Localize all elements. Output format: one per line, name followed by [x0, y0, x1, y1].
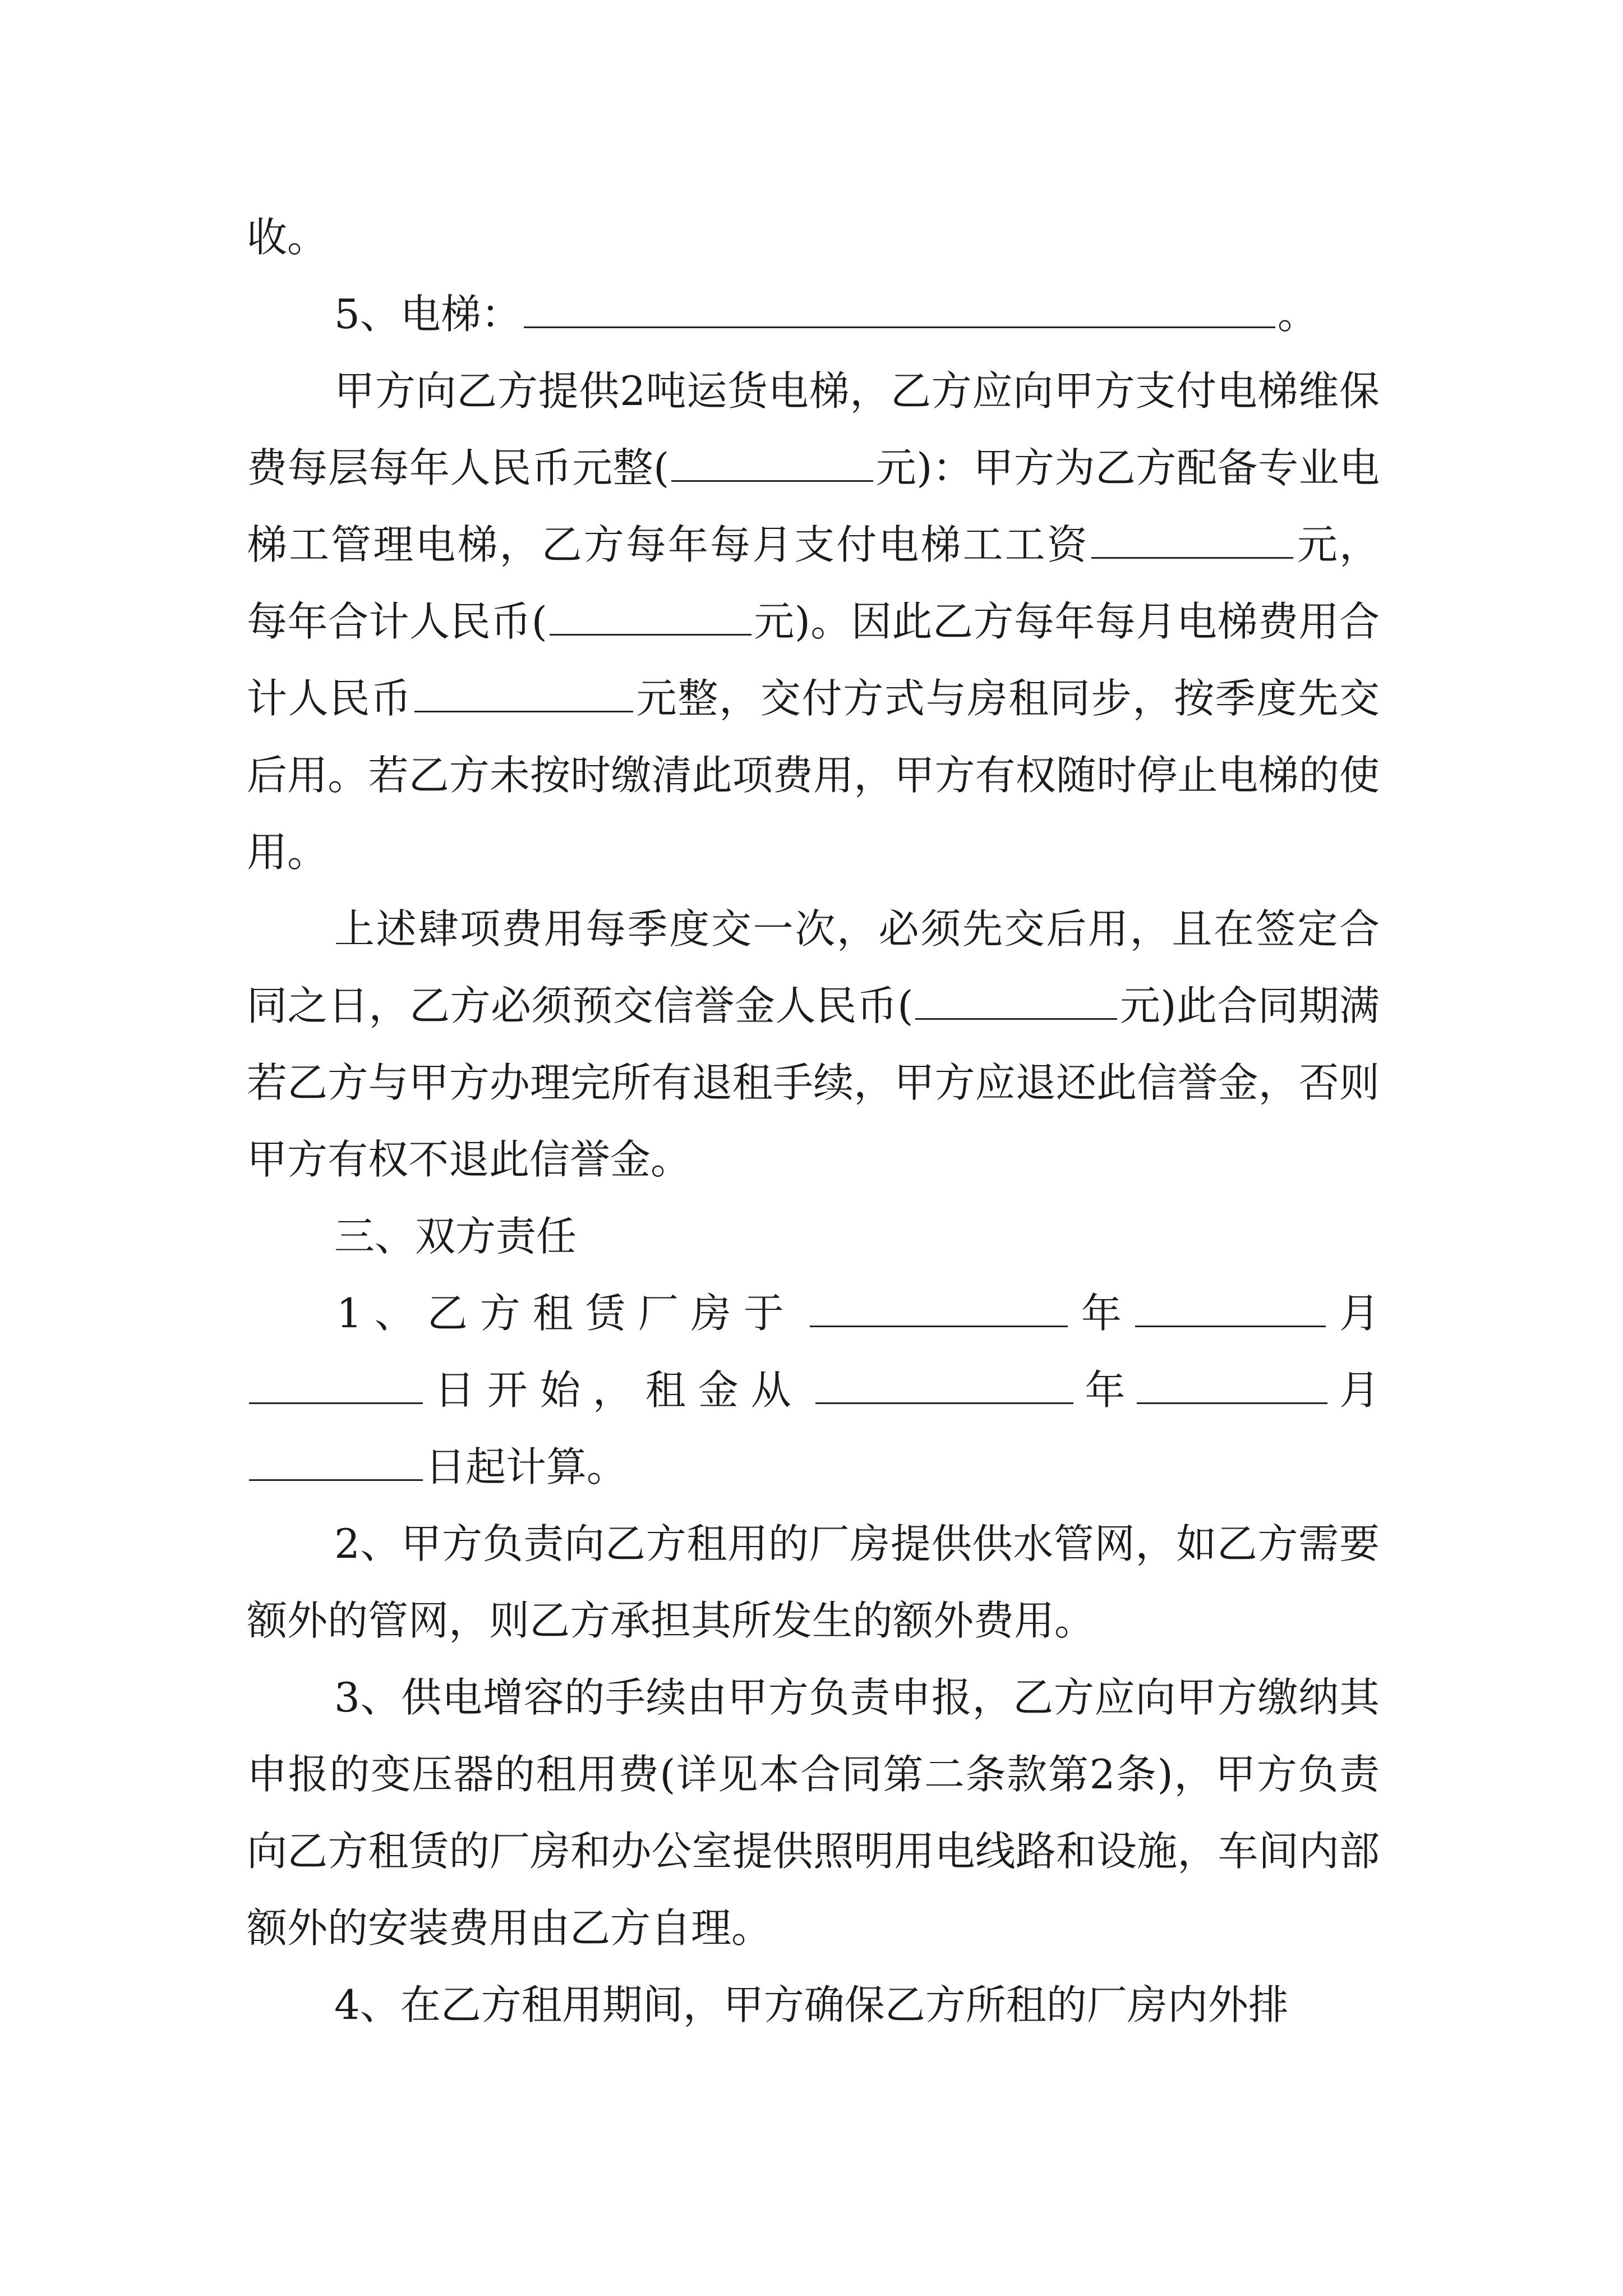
blank-line	[1091, 517, 1293, 559]
lease-dates-line-1: 1、乙方租赁厂房于 年 月	[247, 1275, 1380, 1352]
paragraph-water-supply: 2、甲方负责向乙方租用的厂房提供供水管网，如乙方需要额外的管网，则乙方承担其所发生的额外费用。	[247, 1520, 1380, 1644]
paragraph-continuation: 收。	[247, 214, 328, 261]
blank-line	[815, 1362, 1073, 1404]
blank-line	[249, 1362, 423, 1404]
section-heading-responsibilities: 三、双方责任	[334, 1213, 577, 1260]
paragraph-elevator-fees: 甲方向乙方提供2吨运货电梯，乙方应向甲方支付电梯维保费每层每年人民币元整( 元)：甲方为乙方配备专业电梯工管理电梯，乙方每年每月支付电梯工工资 元，每年合计人民币( 元)。因此乙方每年每月电梯费用合计人民币 元整，交付方式与房租同步，按季度先交后用。若乙方未按时缴清此项费用，甲方有权随时停止电梯的使用。	[247, 367, 1380, 876]
document-body	[247, 199, 1380, 2044]
blank-line	[1135, 1285, 1326, 1327]
paragraph-elevator-heading: 5、电梯： 。	[247, 276, 1380, 353]
blank-line	[414, 670, 633, 712]
blank-line	[249, 1439, 423, 1481]
blank-line	[810, 1285, 1068, 1327]
lease-dates-line-3: 日起计算。	[247, 1429, 1380, 1506]
blank-line	[524, 286, 1275, 328]
blank-line	[915, 978, 1117, 1020]
paragraph-power-supply: 3、供电增容的手续由甲方负责申报，乙方应向甲方缴纳其申报的变压器的租用费(详见本合同第二条款第2条)，甲方负责向乙方租赁的厂房和办公室提供照明用电线路和设施，车间内部额外的安装费用由乙方自理。	[247, 1674, 1380, 1952]
blank-line	[550, 593, 751, 636]
blank-line	[671, 440, 873, 482]
paragraph-drainage: 4、在乙方租用期间，甲方确保乙方所租的厂房内外排	[334, 1981, 1289, 2028]
paragraph-lease-dates	[247, 1275, 1380, 1506]
blank-line	[1137, 1362, 1327, 1404]
paragraph-deposit: 上述肆项费用每季度交一次，必须先交后用，且在签定合同之日，乙方必须预交信誉金人民币( 元)此合同期满若乙方与甲方办理完所有退租手续，甲方应退还此信誉金，否则甲方有权不退此信誉金。	[247, 905, 1380, 1183]
lease-dates-line-2: 日开始，租金从 年 月	[247, 1352, 1380, 1429]
